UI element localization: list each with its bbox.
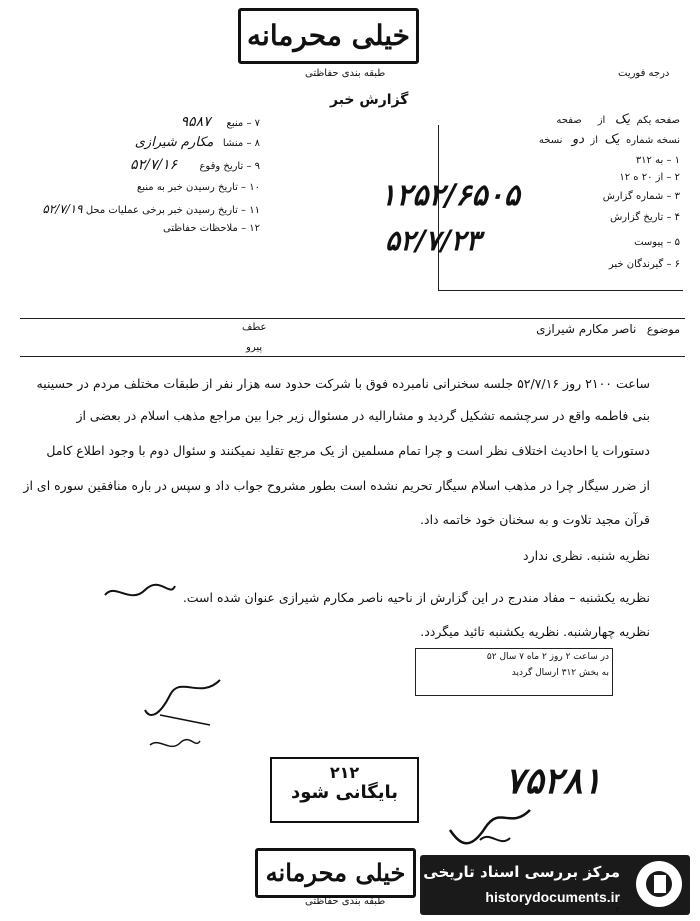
receipt-dept-value: ۵۲/۷/۱۹: [42, 202, 83, 216]
item-3: ۳ – شماره گزارش: [602, 191, 680, 202]
bottom-stamp-text: خیلی محرمانه: [265, 858, 406, 887]
event-date-value: ۵۲/۷/۱۶: [130, 157, 178, 173]
signature-scribble-1: [100, 580, 180, 608]
page-number: ۳: [615, 905, 621, 916]
subject-bottom-line: [20, 356, 685, 357]
priority-label: درجه فوریت: [618, 68, 670, 79]
top-classification-stamp: [238, 8, 419, 64]
opinion-wednesday: نظریه چهارشنبه. نظریه یکشنبه تائید میگردد.: [420, 624, 650, 639]
archive-number: ۲۱۲: [329, 763, 360, 782]
receipt-dept-row: [42, 202, 260, 216]
item-4: ۴ – تاریخ گزارش: [610, 212, 680, 223]
receipt-dept-label: ۱۱ – تاریخ رسیدن خبر برخی عملیات محل: [85, 205, 260, 216]
divider-fields-bottom: [438, 290, 683, 291]
handwritten-report-number: ۱۲۵۲/۶۵۰۵: [380, 178, 520, 213]
opinion-sunday: نظریه یکشنبه – مفاد مندرج در این گزارش از ناحیه ناصر مکارم شیرازی عنوان شده است.: [182, 590, 650, 605]
archive-box: [270, 757, 419, 823]
handwritten-report-date: ۵۲/۷/۲۳: [385, 224, 481, 257]
copy-unit-label: نسخه: [538, 135, 563, 146]
copy-total-value: دو: [571, 132, 585, 147]
signature-scribble-3: [145, 735, 205, 755]
body-line-3: دستورات یا احادیث اختلاف نظر است و چرا تمام مسلمین از یک مرجع تقلید نمیکنند و سئوال دوم با وجود اطلاع کامل: [46, 443, 650, 458]
source-row: [181, 114, 260, 130]
watermark-title: مرکز بررسی اسناد تاریخی: [423, 863, 620, 881]
dispatch-stamp: [415, 648, 613, 696]
dispatch-stamp-line1: در ساعت ۲ روز ۲ ماه ۷ سال ۵۲: [486, 652, 609, 662]
page-unit-label: صفحه: [556, 115, 582, 126]
top-stamp-text: خیلی محرمانه: [247, 19, 410, 52]
signature-scribble-4: [440, 800, 540, 850]
archive-text: بایگانی شود: [291, 782, 398, 803]
item-6: ۶ – گیرندگان خبر: [608, 259, 680, 270]
item-5: ۵ – پیوست: [634, 237, 680, 248]
item-1: ۱ – به ۳۱۲: [635, 155, 680, 166]
event-date-row: [130, 157, 260, 173]
ref-label: عطف: [242, 322, 267, 333]
body-line-4: از ضرر سیگار چرا در مذهب اسلام سیگار تحریم نشده است بطور مشروح جواب داد و سپس در باره منافقین سوره ای از: [23, 478, 650, 493]
copy-number-label: نسخه شماره: [626, 135, 680, 146]
page-from-label: از: [597, 115, 606, 126]
dispatch-stamp-line2: به بخش ۳۱۲ ارسال گردید: [511, 668, 609, 678]
page-one-label: صفحه یکم: [636, 115, 680, 126]
bottom-classification-label: طبقه بندی حفاظتی: [305, 896, 386, 907]
receipt-source-row: ۱۰ – تاریخ رسیدن خبر به منبع: [136, 182, 260, 193]
item-2: ۲ – از ۲۰ ه ۱۲: [619, 172, 680, 183]
subject-top-line: [20, 318, 685, 319]
copy-from-label: از: [590, 135, 599, 146]
source-value: ۹۵۸۷: [180, 114, 211, 130]
opinion-saturday: نظریه شنبه. نظری ندارد: [523, 548, 650, 563]
big-document-number: ۷۵۲۸۱: [505, 760, 602, 802]
page-total-value: یک: [614, 112, 631, 127]
page-number-row: [556, 112, 680, 127]
body-line-5: قرآن مجید تلاوت و به سخنان خود خاتمه داد.: [420, 512, 650, 527]
ref-sub-label: پیرو: [246, 342, 263, 353]
subject-value: ناصر مکارم شیرازی: [536, 322, 637, 336]
event-date-label: ۹ – تاریخ وقوع: [199, 161, 260, 172]
watermark-url: historydocuments.ir: [485, 889, 620, 905]
bottom-classification-stamp: [255, 848, 416, 898]
archive-watermark: [420, 855, 690, 915]
origin-label: ۸ – منشا: [222, 138, 260, 149]
classification-label: طبقه بندی حفاظتی: [305, 68, 386, 79]
archive-logo-icon: [636, 861, 682, 907]
body-line-2: بنی فاطمه واقع در سرچشمه تشکیل گردید و مشارالیه در مسئوال زیر جرا بین مراجع مذهب اسلام در بعضی از: [76, 408, 650, 423]
copy-number-row: [539, 132, 680, 147]
signature-scribble-2: [140, 670, 230, 730]
subject-row: [536, 322, 680, 336]
origin-value: مکارم شیرازی: [134, 135, 214, 150]
origin-row: [135, 135, 260, 150]
source-label: ۷ – منبع: [226, 118, 260, 129]
report-title: گزارش خبر: [330, 92, 409, 108]
subject-label: موضوع: [646, 323, 680, 336]
security-notes-row: ۱۲ – ملاحظات حفاظتی: [162, 223, 260, 234]
copy-number-value: یک: [604, 132, 620, 147]
body-line-1: ساعت ۲۱۰۰ روز ۵۲/۷/۱۶ جلسه سخنرانی نامبرده فوق با شرکت حدود سه هزار نفر از طبقات مختلف مردم در حسینیه: [36, 376, 650, 391]
